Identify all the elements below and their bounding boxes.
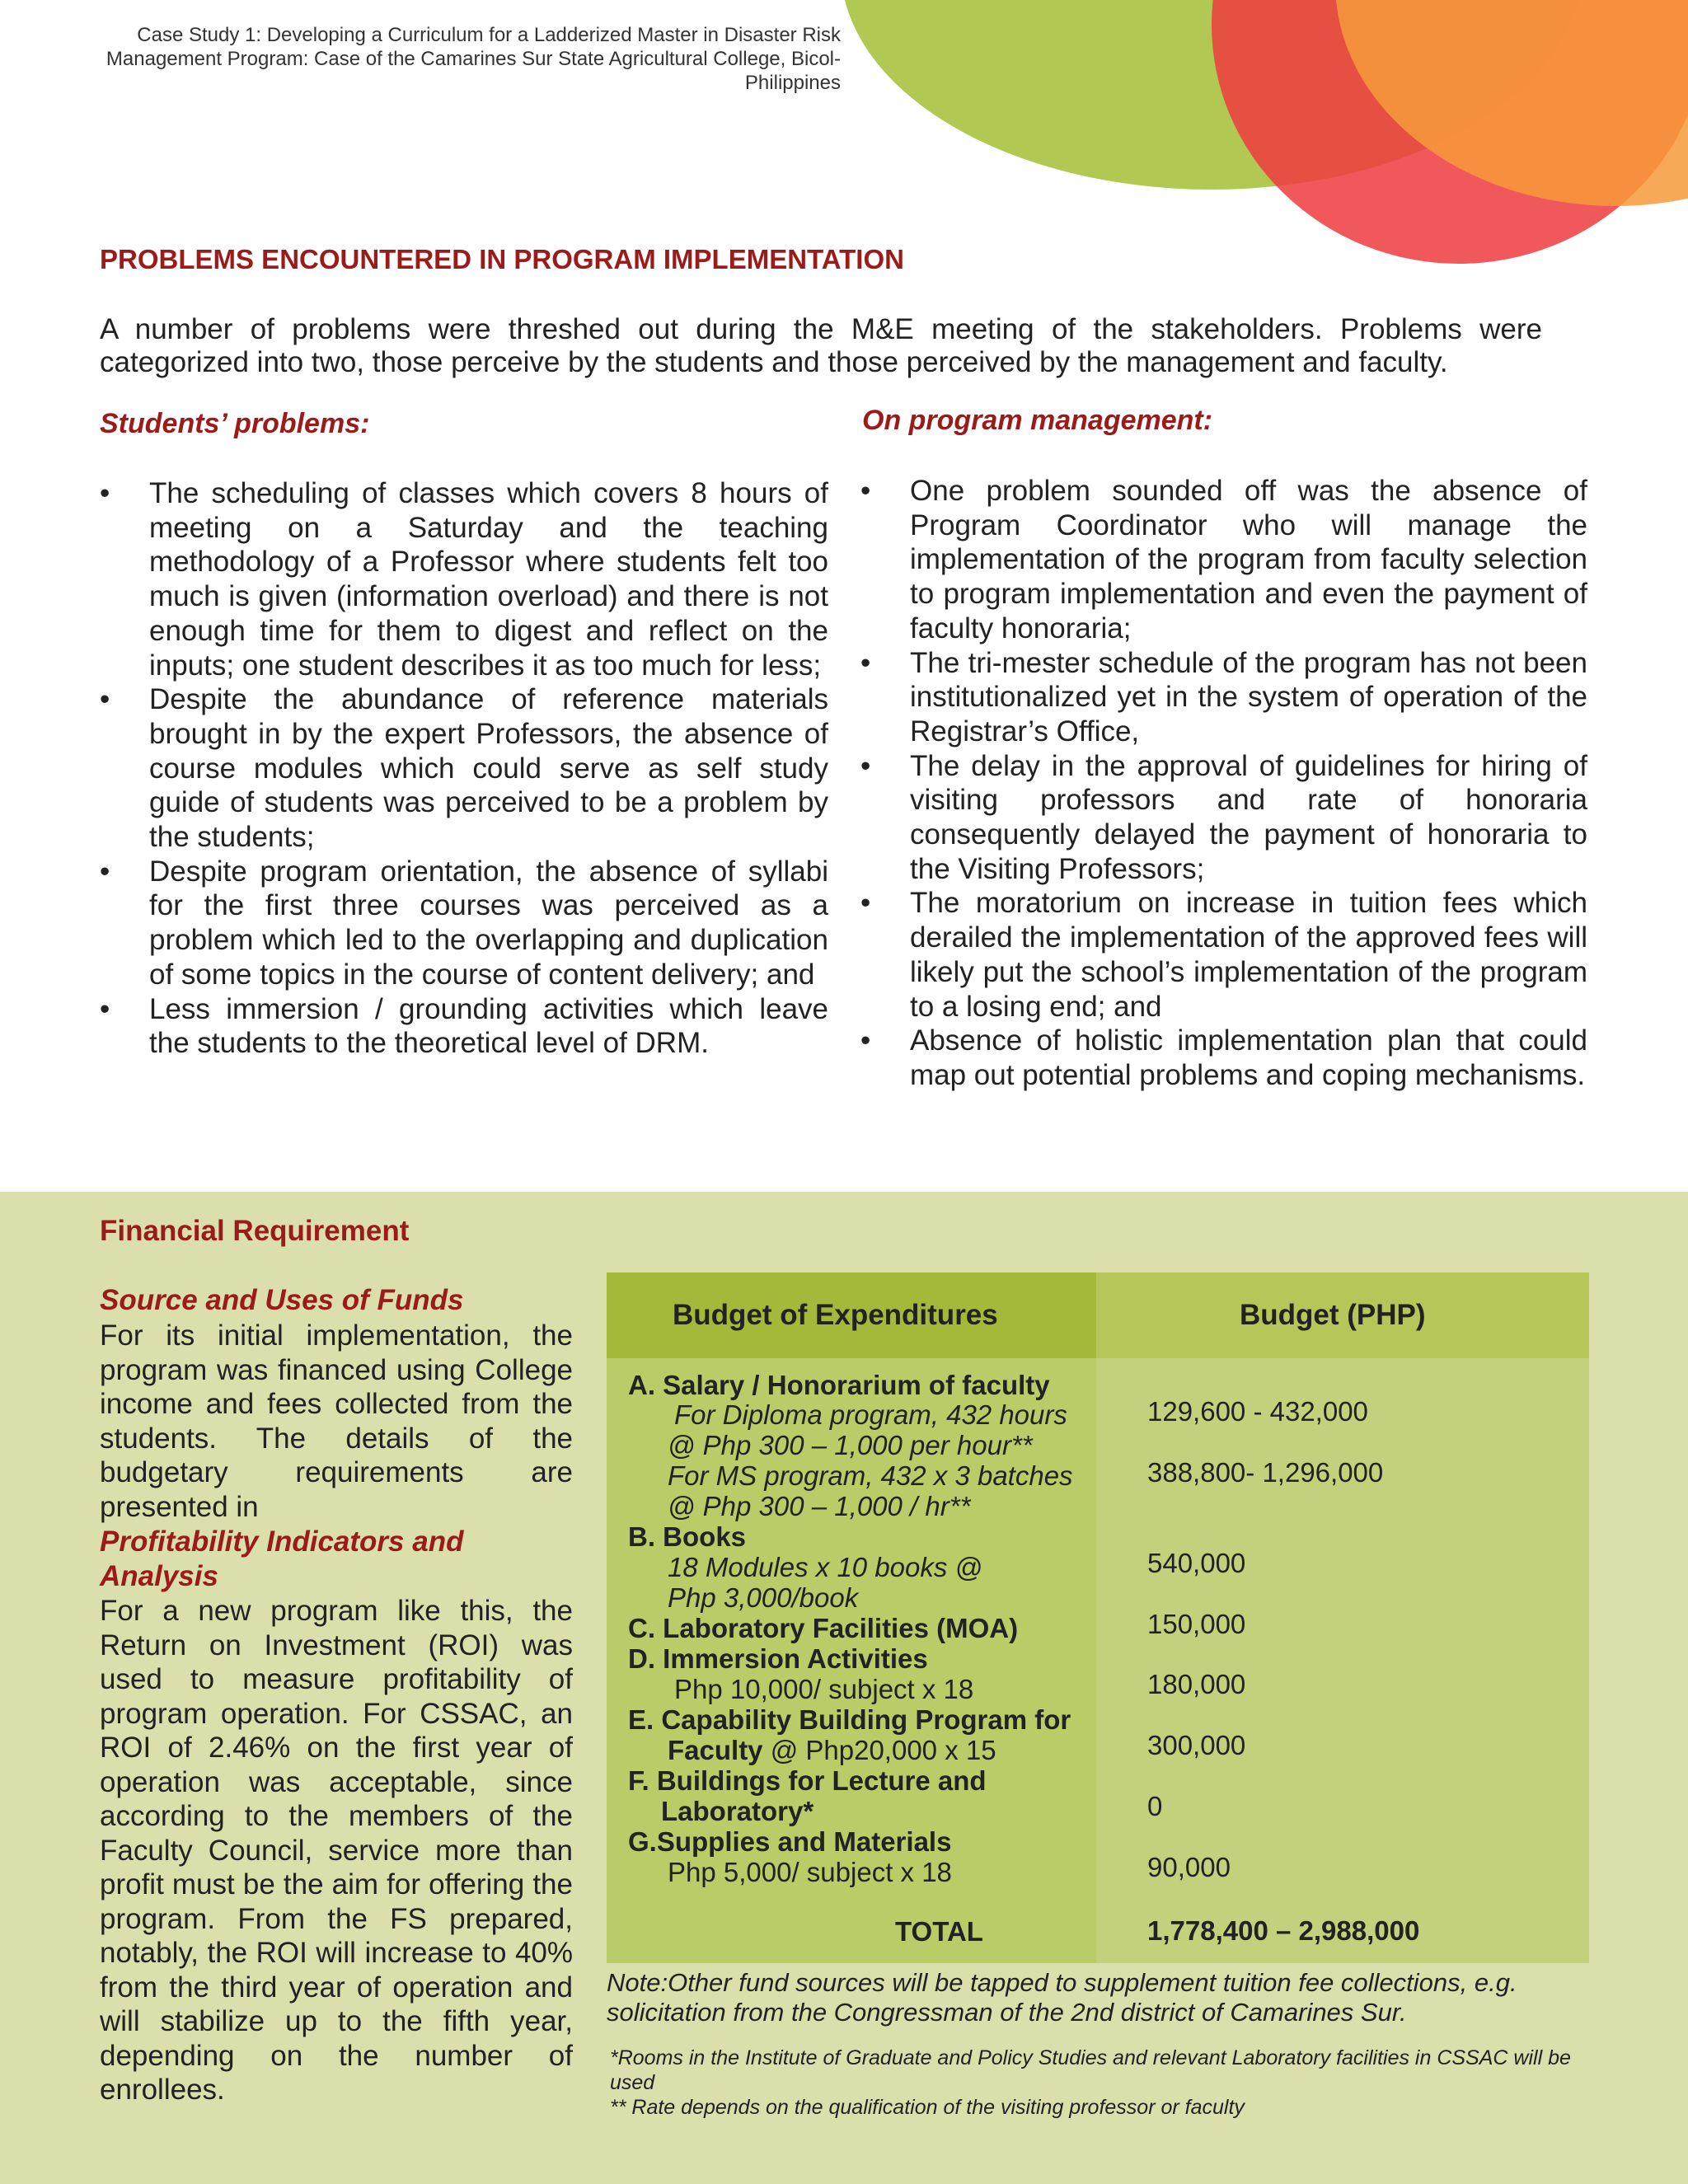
row-a-title: A. Salary / Honorarium of faculty bbox=[628, 1370, 1050, 1400]
footnote-rooms: *Rooms in the Institute of Graduate and Policy Studies and relevant Laboratory facilities in CSSAC will be used bbox=[610, 2046, 1571, 2094]
problems-intro: A number of problems were threshed out during the M&E meeting of the stakeholders. Problems were categorized into two, those perceive by the students and those perceived by the management and faculty. bbox=[100, 313, 1542, 378]
list-item: • One problem sounded off was the absence of Program Coordinator who will manage the implementation of the program from faculty selection to program implementation and even the payment of faculty honoraria; bbox=[860, 475, 1587, 644]
source-heading: Source and Uses of Funds bbox=[100, 1284, 464, 1316]
students-list bbox=[100, 476, 828, 1061]
row-b-title: B. Books bbox=[628, 1521, 747, 1552]
profit-heading bbox=[100, 1525, 463, 1594]
row-f-title: F. Buildings for Lecture and bbox=[628, 1765, 987, 1796]
list-item: • The moratorium on increase in tuition fees which derailed the implementation of the approved fees will likely put the school’s implementation of the program to a losing end; and bbox=[860, 887, 1587, 1023]
row-a1: For Diploma program, 432 hours bbox=[674, 1399, 1067, 1430]
list-item: • Less immersion / grounding activities which leave the students to the theoretical level of DRM. bbox=[100, 992, 828, 1060]
row-g1: Php 5,000/ subject x 18 bbox=[668, 1857, 952, 1887]
row-f2: Laboratory* bbox=[661, 1796, 814, 1826]
value-lab: 150,000 bbox=[1147, 1609, 1246, 1639]
students-heading: Students’ problems: bbox=[100, 408, 370, 439]
row-d-title: D. Immersion Activities bbox=[628, 1643, 928, 1674]
column-header-budget: Budget (PHP) bbox=[1240, 1299, 1426, 1331]
budget-table bbox=[607, 1272, 1589, 1963]
value-immersion: 180,000 bbox=[1147, 1669, 1246, 1699]
value-diploma: 129,600 - 432,000 bbox=[1147, 1396, 1368, 1427]
footnote-rate: ** Rate depends on the qualification of the visiting professor or faculty bbox=[610, 2096, 1245, 2119]
row-a3: For MS program, 432 x 3 batches bbox=[668, 1460, 1073, 1491]
management-heading: On program management: bbox=[862, 405, 1213, 436]
list-item: • Despite program orientation, the absence of syllabi for the first three courses was perceived as a problem which led to the overlapping and duplication of some topics in the course of content delivery; and bbox=[100, 855, 828, 991]
row-a2: @ Php 300 – 1,000 per hour** bbox=[668, 1430, 1033, 1460]
row-b2: Php 3,000/book bbox=[668, 1582, 859, 1613]
profit-heading-line-2: Analysis bbox=[100, 1560, 218, 1592]
profit-text: For a new program like this, the Return on Investment (ROI) was used to measure profitability of program operation. For CSSAC, an ROI of 2.46% on the first year of operation was acceptable, since according to the members of the Faculty Council, service more than profit must be the aim for offering the program. From the FS prepared, notably, the ROI will increase to 40% from the third year of operation and will stabilize up to the fifth year, depending on the number of enrollees. bbox=[100, 1595, 573, 2106]
row-e2: Faculty @ Php20,000 x 15 bbox=[668, 1735, 996, 1765]
list-item: • Absence of holistic implementation plan that could map out potential problems and coping mechanisms. bbox=[860, 1024, 1587, 1091]
row-c-title: C. Laboratory Facilities (MOA) bbox=[628, 1613, 1019, 1643]
row-total-label: TOTAL bbox=[895, 1916, 983, 1947]
list-item: • The tri-mester schedule of the program has not been institutionalized yet in the system of operation of the Registrar’s Office, bbox=[860, 646, 1587, 748]
row-a4: @ Php 300 – 1,000 / hr** bbox=[668, 1491, 971, 1521]
list-item: • The delay in the approval of guidelines for hiring of visiting professors and rate of honoraria consequently delayed the payment of honoraria to the Visiting Professors; bbox=[860, 749, 1587, 885]
value-capability: 300,000 bbox=[1147, 1730, 1246, 1760]
list-item: • The scheduling of classes which covers 8 hours of meeting on a Saturday and the teaching methodology of a Professor where students felt too much is given (information overload) and there is not enough time for them to digest and reflect on the inputs; one student describes it as too much for less; bbox=[100, 477, 828, 682]
row-e-title: E. Capability Building Program for bbox=[628, 1704, 1071, 1735]
profit-heading-line-1: Profitability Indicators and bbox=[100, 1526, 464, 1558]
problems-title: PROBLEMS ENCOUNTERED IN PROGRAM IMPLEMENTATION bbox=[100, 244, 904, 274]
row-d1: Php 10,000/ subject x 18 bbox=[674, 1674, 974, 1704]
row-b1: 18 Modules x 10 books @ bbox=[668, 1552, 983, 1582]
value-buildings: 0 bbox=[1147, 1791, 1163, 1821]
financial-title: Financial Requirement bbox=[100, 1215, 410, 1247]
running-header: Case Study 1: Developing a Curriculum for a Ladderized Master in Disaster Risk Management Program: Case of the Camarines Sur State Agricultural College, Bicol-Philippines bbox=[106, 24, 841, 94]
list-item: • Despite the abundance of reference materials brought in by the expert Professors, the absence of course modules which could serve as self study guide of students was perceived to be a problem by the students; bbox=[100, 683, 828, 854]
value-total: 1,778,400 – 2,988,000 bbox=[1147, 1915, 1420, 1946]
row-g-title: G.Supplies and Materials bbox=[628, 1826, 952, 1857]
value-ms: 388,800- 1,296,000 bbox=[1147, 1457, 1384, 1488]
value-supplies: 90,000 bbox=[1147, 1852, 1231, 1882]
management-list bbox=[860, 474, 1587, 1093]
value-books: 540,000 bbox=[1147, 1548, 1246, 1578]
source-text: For its initial implementation, the program was financed using College income and fees collected from the students. The details of the budgetary requirements are presented in bbox=[100, 1319, 573, 1523]
column-header-expenditures: Budget of Expenditures bbox=[673, 1299, 998, 1331]
table-note: Note:Other fund sources will be tapped to supplement tuition fee collections, e.g. solicitation from the Congressman of the 2nd district of Camarines Sur. bbox=[607, 1968, 1517, 2027]
